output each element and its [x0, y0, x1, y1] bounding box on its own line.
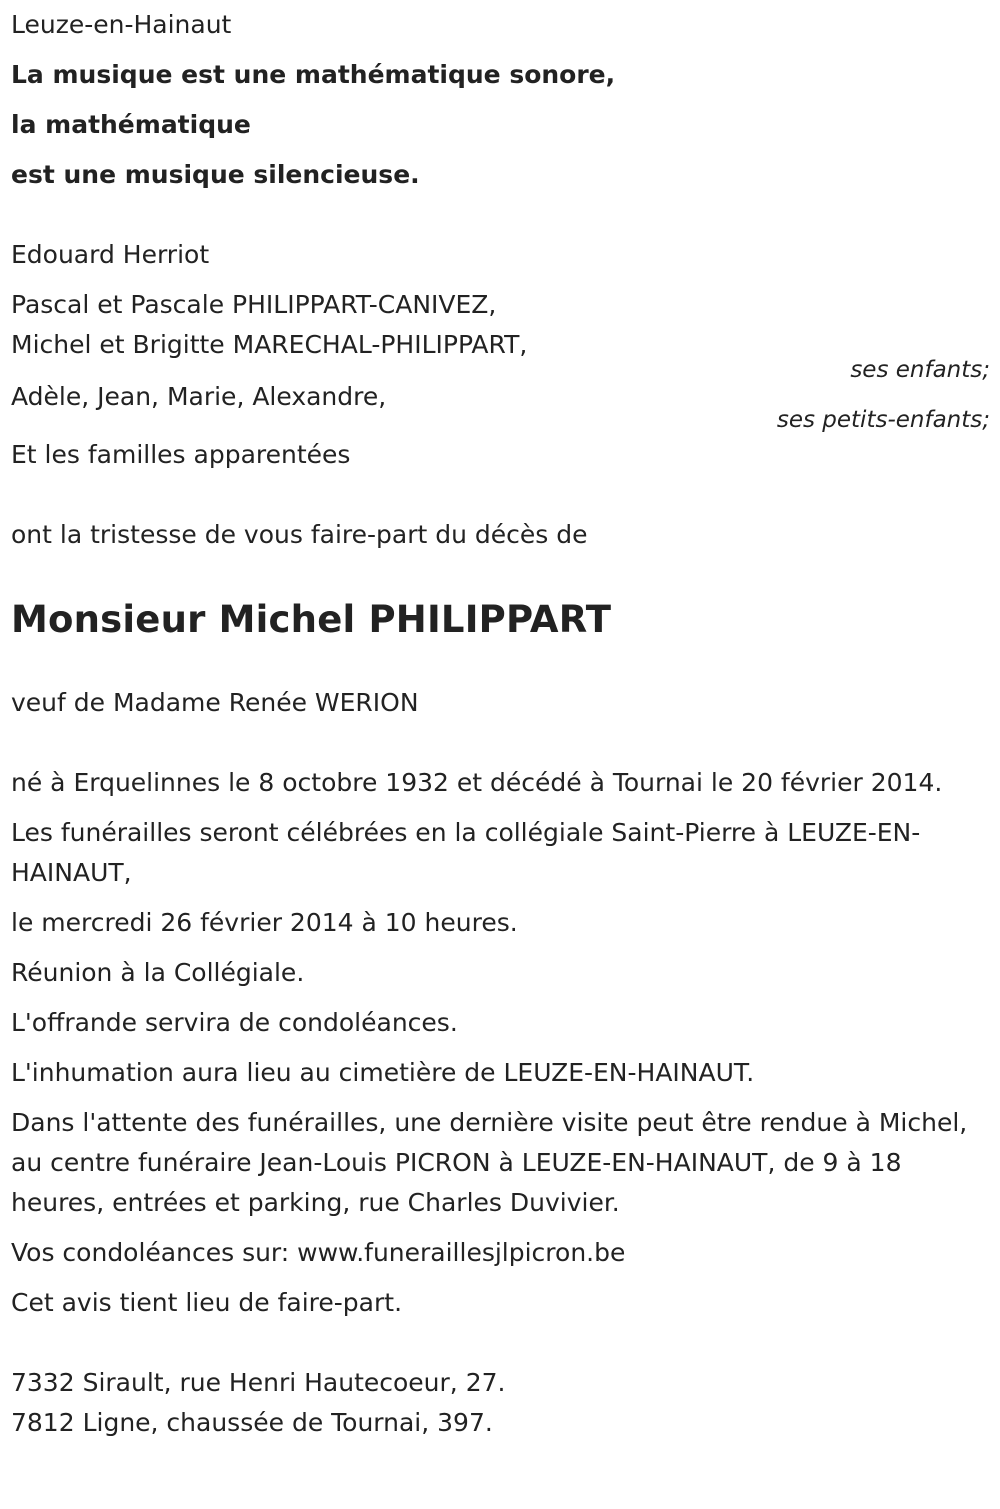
deceased-name: Monsieur Michel PHILIPPART [11, 598, 612, 641]
quote-author: Edouard Herriot [11, 240, 210, 269]
address-line: 7332 Sirault, rue Henri Hautecoeur, 27. [11, 1368, 506, 1397]
obituary-notice [11, 5, 991, 1443]
funeral-date-line: le mercredi 26 février 2014 à 10 heures. [11, 908, 518, 937]
funeral-location-line: Les funérailles seront célébrées en la collégiale Saint-Pierre à LEUZE-EN-HAINAUT, [11, 818, 921, 887]
children-line: Pascal et Pascale PHILIPPART-CANIVEZ, [11, 290, 497, 319]
details-block [11, 763, 991, 1323]
birth-death-line: né à Erquelinnes le 8 octobre 1932 et décédé à Tournai le 20 février 2014. [11, 768, 943, 797]
relatives-line: Et les familles apparentées [11, 440, 351, 469]
children-label: ses enfants; [850, 357, 990, 383]
place-name: Leuze-en-Hainaut [11, 10, 232, 39]
grandchildren-label: ses petits-enfants; [776, 407, 990, 433]
meeting-line: Réunion à la Collégiale. [11, 958, 305, 987]
notice-line: Cet avis tient lieu de faire-part. [11, 1288, 403, 1317]
quote-block [11, 55, 991, 195]
visit-line: Dans l'attente des funérailles, une dernière visite peut être rendue à Michel, au centre funéraire Jean-Louis PICRON à LEUZE-EN-HAINAUT, de 9 à 18 heures, entrées et parking, rue Charles Duvivier. [11, 1108, 968, 1217]
quote-line: La musique est une mathématique sonore, [11, 60, 616, 89]
burial-line: L'inhumation aura lieu au cimetière de LEUZE-EN-HAINAUT. [11, 1058, 755, 1087]
announcement-intro: ont la tristesse de vous faire-part du décès de [11, 520, 588, 549]
address-line: 7812 Ligne, chaussée de Tournai, 397. [11, 1408, 493, 1437]
condolences-line: Vos condoléances sur: www.funeraillesjlpicron.be [11, 1238, 626, 1267]
quote-line: est une musique silencieuse. [11, 160, 420, 189]
addresses-block [11, 1363, 991, 1443]
quote-line: la mathématique [11, 110, 251, 139]
spouse-line: veuf de Madame Renée WERION [11, 688, 419, 717]
children-line: Michel et Brigitte MARECHAL-PHILIPPART, [11, 330, 528, 359]
offering-line: L'offrande servira de condoléances. [11, 1008, 458, 1037]
family-block [11, 285, 991, 475]
grandchildren-line: Adèle, Jean, Marie, Alexandre, [11, 382, 387, 411]
